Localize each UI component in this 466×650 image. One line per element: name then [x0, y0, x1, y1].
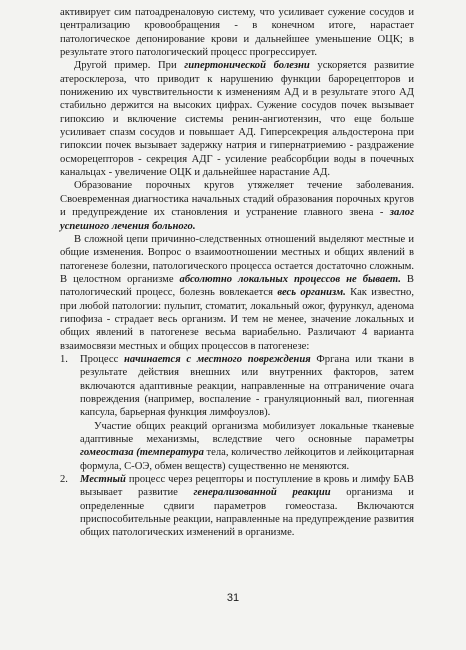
page-number: 31	[226, 592, 240, 604]
emphasis-text: начинается с местного повреждения	[124, 353, 311, 365]
paragraph-text: В патологический процесс, болезнь вовлекается	[60, 273, 414, 299]
paragraph-text: В сложной цепи причинно-следственных отношений выделяют местные и общие изменения. Вопрос о взаимоотношении местных и общих явлений в патогенезе болезни, патологического процесса остается достаточно сложным. В целостном организме	[60, 233, 414, 285]
emphasis-text: гипертонической болезни	[184, 60, 310, 72]
emphasis-text: Местный	[80, 474, 126, 486]
paragraph-text: Другой пример. При	[74, 60, 185, 72]
emphasis-text: генерализованной реакции	[193, 487, 331, 499]
body-text	[60, 6, 414, 540]
paragraph-text: активирует сим патоадреналовую систему, что усиливает сужение сосудов и централизацию кровообращения - в конечном итоге, нарастает патологическое депонирование крови и дальнейшее уменьшение ОЦК; в результате этого патологический процесс прогрессирует.	[60, 7, 414, 59]
paragraph-2	[60, 59, 414, 179]
list-number: 1.	[60, 353, 68, 365]
list-number: 2.	[60, 474, 68, 486]
paragraph-text: Как известно, при любой патологии: пульпит, стоматит, локальный ожог, фурункул, аденома гипофиза - страдает весь организм. И тем не менее, значение локальных и общих явлений в патогенезе весьма вариабельно. Различают 4 варианта взаимосвязи местных и общих процессов в патогенезе:	[60, 287, 414, 352]
paragraph-text: процесс через рецепторы и поступление в кровь и лимфу БАВ вызывает развитие	[80, 474, 414, 499]
paragraph-text: тела, количество лейкоцитов и лейкоцитарная формула, С-ОЭ, обмен веществ) существенно не меняются.	[80, 447, 414, 472]
list-item	[60, 353, 414, 473]
paragraph-text: Процесс	[80, 353, 125, 365]
emphasis-text: гомеостаза (температура	[80, 447, 204, 459]
emphasis-text: залог успешного лечения больного.	[60, 207, 414, 232]
paragraph-4	[60, 233, 414, 353]
list-item	[60, 473, 414, 540]
emphasis-text: абсолютно локальных процессов не бывает.	[179, 273, 401, 285]
list-subparagraph	[80, 420, 414, 473]
paragraph-text: Образование порочных кругов утяжеляет течение заболевания. Своевременная диагностика начальных стадий образования порочных кругов и предупреждение их становления и устранение главного звена -	[60, 180, 414, 219]
paragraph-text: ускоряется развитие атеросклероза, что приводит к нарушению функции барорецепторов и понижению их чувствительности к изменениям АД и в результате этого АД стабильно держится на высоких цифрах. Сужение сосудов почек вызывает гипоксию и включение системы ренин-ангиотензин, что еще больше усиливает спазм сосудов и повышает АД. Гиперсекреция альдостерона при гипоксии почек вызывает задержку натрия и гипернатриемию - раздражение осморецепторов - секреция АДГ - усиление реабсорбции воды в почечных канальцах - увеличение ОЦК и дальнейшее нарастание АД.	[60, 60, 415, 179]
paragraph-1	[60, 6, 414, 59]
paragraph-text: Участие общих реакций организма мобилизует локальные тканевые адаптивные механизмы, вследствие чего основные параметры	[80, 420, 414, 445]
paragraph-text: Фргана или ткани в результате действия внешних или внутренних факторов, затем включаются адаптивные реакции, направленные на отграничение очага повреждения (например, воспаление - грануляционный вал, пиогенная капсула, барьерная функция лимфоузлов).	[80, 353, 415, 419]
variants-list	[60, 353, 414, 540]
emphasis-text: весь организм.	[277, 287, 346, 299]
paragraph-text: организма и определенные сдвиги параметров гомеостаза. Включаются приспособительные реакции, направленные на предупреждение развития общих патологических изменений в организме.	[80, 487, 414, 539]
paragraph-3	[60, 179, 414, 232]
